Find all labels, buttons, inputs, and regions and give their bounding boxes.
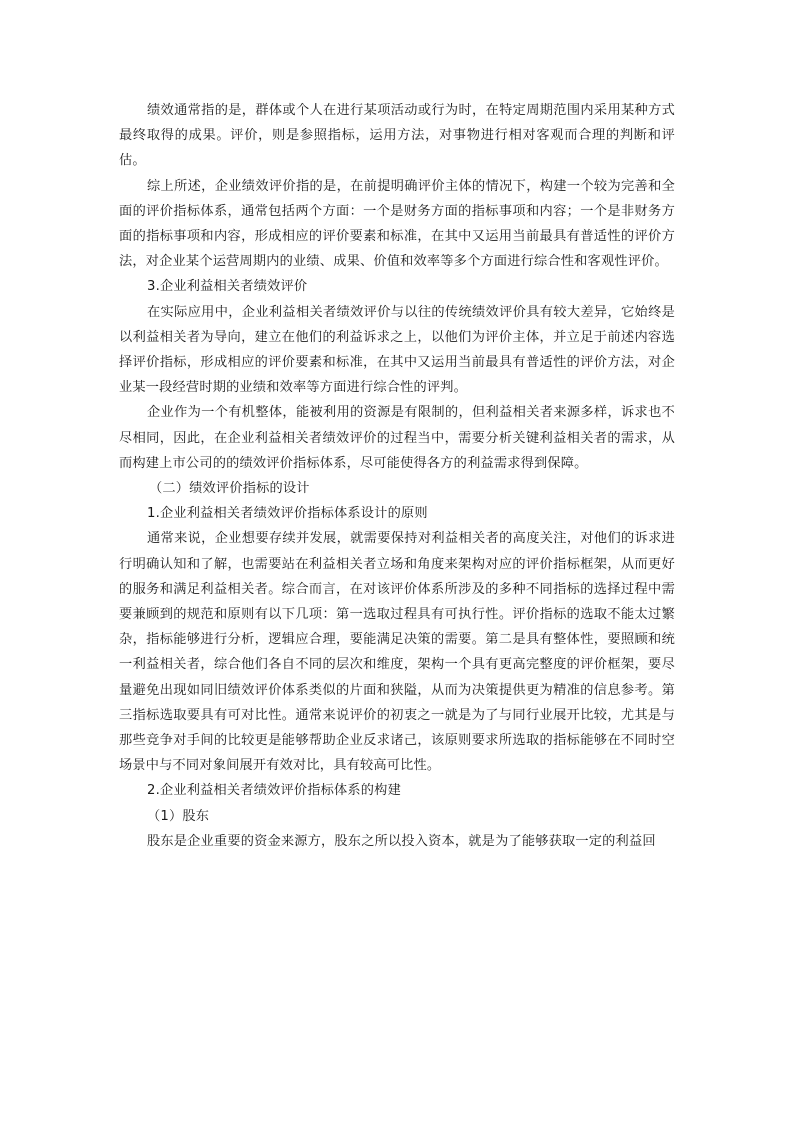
heading-design-principles: 1.企业利益相关者绩效评价指标体系设计的原则 xyxy=(147,506,428,522)
paragraph-enterprise-resources: 企业作为一个有机整体，能被利用的资源是有限制的，但利益相关者来源多样，诉求也不尽相同，因此，在企业利益相关者绩效评价的过程当中，需要分析关键利益相关者的需求，从而构建上市公司的的绩效评价指标体系，尽可能使得各方的利益需求得到保障。 xyxy=(119,405,675,471)
paragraph-shareholders: 股东是企业重要的资金来源方，股东之所以投入资本，就是为了能够获取一定的利益回 xyxy=(147,833,656,849)
heading-shareholders: （1）股东 xyxy=(147,808,210,824)
heading-indicator-design: （二）绩效评价指标的设计 xyxy=(149,481,310,497)
paragraph-performance-definition: 绩效通常指的是，群体或个人在进行某项活动或行为时，在特定周期范围内采用某种方式最终取得的成果。评价，则是参照指标，运用方法，对事物进行相对客观而合理的判断和评估。 xyxy=(119,103,675,169)
paragraph-enterprise-evaluation-summary: 综上所述，企业绩效评价指的是，在前提明确评价主体的情况下，构建一个较为完善和全面的评价指标体系，通常包括两个方面：一个是财务方面的指标事项和内容；一个是非财务方面的指标事项和内容，形成相应的评价要素和标准，在其中又运用当前最具有普适性的评价方法，对企业某个运营周期内的业绩、成果、价值和效率等多个方面进行综合性和客观性评价。 xyxy=(119,178,675,270)
paragraph-stakeholder-evaluation-practice: 在实际应用中，企业利益相关者绩效评价与以往的传统绩效评价具有较大差异，它始终是以利益相关者为导向，建立在他们的利益诉求之上，以他们为评价主体，并立足于前述内容选择评价指标，形成相应的评价要素和标准，在其中又运用当前最具有普适性的评价方法，对企业某一段经营时期的业绩和效率等方面进行综合性的评判。 xyxy=(119,304,675,396)
paragraph-design-principles: 通常来说，企业想要存续并发展，就需要保持对利益相关者的高度关注，对他们的诉求进行明确认知和了解，也需要站在利益相关者立场和角度来架构对应的评价指标框架，从而更好的服务和满足利益相关者。综合而言，在对该评价体系所涉及的多种不同指标的选择过程中需要兼顾到的规范和原则有以下几项：第一选取过程具有可执行性。评价指标的选取不能太过繁杂，指标能够进行分析，逻辑应合理，要能满足决策的需要。第二是具有整体性，要照顾和统一利益相关者，综合他们各自不同的层次和维度，架构一个具有更高完整度的评价框架，要尽量避免出现如同旧绩效评价体系类似的片面和狭隘，从而为决策提供更为精准的信息参考。第三指标选取要具有可对比性。通常来说评价的初衷之一就是为了与同行业展开比较，尤其是与那些竞争对手间的比较更是能够帮助企业反求诸己，该原则要求所选取的指标能够在不同时空场景中与不同对象间展开有效对比，具有较高可比性。 xyxy=(119,531,675,774)
heading-indicator-construction: 2.企业利益相关者绩效评价指标体系的构建 xyxy=(147,783,401,799)
document-body xyxy=(119,98,675,854)
heading-stakeholder-evaluation: 3.企业利益相关者绩效评价 xyxy=(147,279,308,295)
